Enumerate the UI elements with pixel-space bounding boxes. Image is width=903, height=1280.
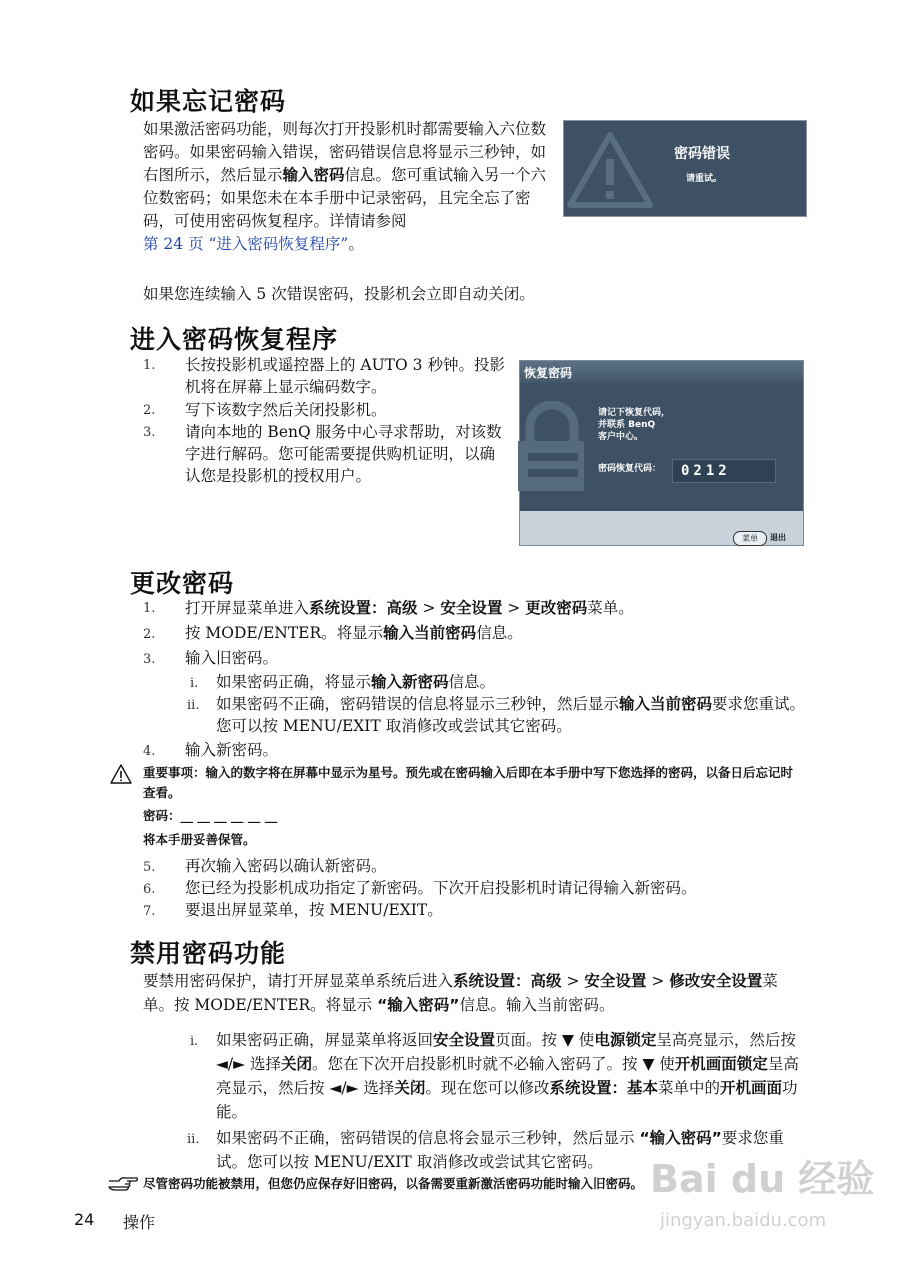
password-error-screen bbox=[563, 120, 807, 217]
change-sub-ii-num: ii. bbox=[187, 698, 200, 713]
pointing-hand-icon bbox=[107, 1175, 139, 1193]
section-title-forgot-password: 如果忘记密码 bbox=[130, 87, 287, 116]
forgot-text-1: 如果激活密码功能，则每次打开投影机时都需要输入六位数密码。如果密码输入错误，密码错误信息将显示三秒钟，如右图所示，然后显示 bbox=[143, 120, 547, 184]
disable-bold-4: “输入密码” bbox=[377, 996, 460, 1014]
change-step-7-num: 7. bbox=[143, 904, 156, 919]
change-step-2-num: 2. bbox=[143, 627, 156, 642]
change-step-2-bold: 输入当前密码 bbox=[383, 624, 477, 642]
password-record-line: 密码：__ __ __ __ __ __ bbox=[143, 808, 278, 823]
link-period: 。 bbox=[348, 235, 364, 253]
change-sub-i-text-a: 如果密码正确，将显示 bbox=[216, 673, 372, 691]
disable-i-k: 。现在您可以修改 bbox=[425, 1079, 550, 1097]
disable-ii-a: 如果密码不正确，密码错误的信息将会显示三秒钟，然后显示 bbox=[216, 1129, 640, 1147]
disable-sub-i bbox=[216, 1028, 814, 1124]
forgot-text-bold: 输入密码 bbox=[282, 166, 345, 184]
disable-bold-2: 安全设置 bbox=[584, 972, 647, 990]
disable-sub-ii-num: ii. bbox=[187, 1132, 200, 1147]
page-number: 24 bbox=[74, 1210, 95, 1229]
recovery-step-3-num: 3. bbox=[143, 425, 156, 440]
disable-i-a: 如果密码正确，屏显菜单将返回 bbox=[216, 1031, 434, 1049]
disable-i-o: 功能。 bbox=[216, 1079, 798, 1121]
change-sub-ii bbox=[216, 693, 811, 737]
forgot-lockout-note: 如果您连续输入 5 次错误密码，投影机会立即自动关闭。 bbox=[143, 285, 535, 303]
change-step-7: 要退出屏显菜单，按 MENU/EXIT。 bbox=[185, 901, 443, 919]
watermark-url: jingyan.baidu.com bbox=[660, 1210, 827, 1231]
change-step-1 bbox=[185, 597, 805, 619]
recover-msg-line-2: 并联系 BenQ bbox=[598, 420, 656, 430]
disable-i-h: 开机画面锁定 bbox=[674, 1055, 768, 1073]
change-step-5-num: 5. bbox=[143, 860, 156, 875]
change-step-2-text-a: 按 MODE/ENTER。将显示 bbox=[185, 624, 384, 642]
exit-label: 退出 bbox=[770, 533, 786, 542]
forgot-paragraph bbox=[143, 118, 548, 256]
disable-text-g: 菜单。按 MODE/ENTER。将显示 bbox=[143, 972, 778, 1014]
change-step-1-sep-2: > bbox=[502, 599, 526, 617]
change-sub-ii-text-end: 要求您重试。您可以按 MENU/EXIT 取消修改或尝试其它密码。 bbox=[216, 695, 806, 735]
recovery-step-2-num: 2. bbox=[143, 403, 156, 418]
change-step-3: 输入旧密码。 bbox=[185, 649, 279, 667]
change-step-1-num: 1. bbox=[143, 601, 156, 616]
recovery-step-2: 写下该数字然后关闭投影机。 bbox=[185, 401, 387, 419]
change-sub-ii-text-a: 如果密码不正确，密码错误的信息将显示三秒钟，然后显示 bbox=[216, 695, 620, 713]
disable-sub-i-num: i. bbox=[190, 1034, 199, 1049]
disable-sep-1: > bbox=[561, 972, 585, 990]
recovery-step-3: 请向本地的 BenQ 服务中心寻求帮助，对该数字进行解码。您可能需要提供购机证明，以确认您是投影机的授权用户。 bbox=[185, 423, 502, 485]
recovery-code-label: 密码恢复代码： bbox=[598, 464, 662, 474]
change-step-2 bbox=[185, 622, 805, 644]
password-error-retry: 请重试。 bbox=[686, 174, 723, 184]
disable-i-f: 关闭 bbox=[281, 1055, 313, 1073]
disable-i-c: 页面。按 ▼ 使 bbox=[495, 1031, 595, 1049]
disable-text-end: 信息。输入当前密码。 bbox=[459, 996, 615, 1014]
recover-password-title: 恢复密码 bbox=[524, 366, 573, 380]
recover-password-screen bbox=[519, 360, 804, 546]
disable-i-d: 电源锁定 bbox=[594, 1031, 657, 1049]
change-step-6-num: 6. bbox=[143, 882, 156, 897]
recovery-page-link[interactable]: 第 24 页 “进入密码恢复程序” bbox=[143, 235, 349, 253]
change-step-2-text-end: 信息。 bbox=[476, 624, 523, 642]
change-step-3-num: 3. bbox=[143, 652, 156, 667]
change-step-6: 您已经为投影机成功指定了新密码。下次开启投影机时请记得输入新密码。 bbox=[185, 879, 697, 897]
change-step-1-bold-2: 安全设置 bbox=[440, 599, 503, 617]
section-title-disable-password: 禁用密码功能 bbox=[130, 939, 287, 968]
disable-sep-2: > bbox=[646, 972, 670, 990]
change-step-1-text-end: 菜单。 bbox=[587, 599, 634, 617]
disable-tip: 尽管密码功能被禁用，但您仍应保存好旧密码，以备需要重新激活密码功能时输入旧密码。 bbox=[143, 1176, 644, 1191]
warning-triangle-icon bbox=[566, 129, 654, 211]
password-error-title: 密码错误 bbox=[674, 146, 730, 162]
change-sub-i-num: i. bbox=[190, 676, 199, 691]
disable-i-b: 安全设置 bbox=[433, 1031, 496, 1049]
disable-ii-c: 要求您重试。您可以按 MENU/EXIT 取消修改或尝试其它密码。 bbox=[216, 1129, 784, 1171]
change-step-1-text-a: 打开屏显菜单进入 bbox=[185, 599, 310, 617]
disable-bold-1: 系统设置：高级 bbox=[453, 972, 562, 990]
change-step-1-sep-1: > bbox=[417, 599, 441, 617]
change-sub-i-bold: 输入新密码 bbox=[371, 673, 449, 691]
page-section-label: 操作 bbox=[123, 1213, 156, 1232]
recovery-step-1: 长按投影机或遥控器上的 AUTO 3 秒钟。投影机将在屏幕上显示编码数字。 bbox=[185, 356, 505, 396]
important-note: 重要事项：输入的数字将在屏幕中显示为星号。预先或在密码输入后即在本手册中写下您选择的密码，以备日后忘记时查看。 bbox=[143, 765, 794, 800]
recovery-code-value: 0212 bbox=[672, 459, 776, 483]
disable-i-i: 呈高亮显示，然后按 ◄/► 选择 bbox=[216, 1055, 799, 1097]
disable-text-a: 要禁用密码保护，请打开屏显菜单系统后进入 bbox=[143, 972, 454, 990]
change-step-4: 输入新密码。 bbox=[185, 741, 279, 759]
warning-icon bbox=[110, 764, 132, 784]
forgot-text-2: 信息。您可重试输入另一个六位数密码；如果您未在本手册中记录密码，且完全忘了密码，可使用密码恢复程序。详情请参阅 bbox=[143, 166, 547, 230]
section-title-recovery: 进入密码恢复程序 bbox=[130, 325, 339, 354]
disable-i-n: 开机画面 bbox=[719, 1079, 782, 1097]
disable-paragraph bbox=[143, 969, 808, 1017]
change-sub-ii-bold: 输入当前密码 bbox=[619, 695, 713, 713]
recovery-step-1-num: 1. bbox=[143, 358, 156, 373]
disable-i-j: 关闭 bbox=[394, 1079, 426, 1097]
change-step-1-bold-1: 系统设置：高级 bbox=[309, 599, 418, 617]
watermark-brand: Bai du 经验 bbox=[650, 1157, 875, 1201]
disable-i-g: 。您在下次开启投影机时就不必输入密码了。按 ▼ 使 bbox=[312, 1055, 675, 1073]
change-step-5: 再次输入密码以确认新密码。 bbox=[185, 857, 387, 875]
recover-msg-line-1: 请记下恢复代码， bbox=[598, 408, 671, 418]
disable-i-m: 菜单中的 bbox=[657, 1079, 720, 1097]
change-sub-i-text-end: 信息。 bbox=[448, 673, 496, 691]
change-step-1-bold-3: 更改密码 bbox=[525, 599, 588, 617]
disable-ii-b: “输入密码” bbox=[639, 1129, 722, 1147]
disable-bold-3: 修改安全设置 bbox=[669, 972, 763, 990]
keep-manual-note: 将本手册妥善保管。 bbox=[143, 832, 256, 847]
disable-i-l: 系统设置：基本 bbox=[549, 1079, 658, 1097]
recover-msg-line-3: 客户中心。 bbox=[598, 432, 644, 442]
menu-button[interactable]: 菜单 bbox=[733, 531, 767, 546]
change-sub-i bbox=[216, 671, 806, 693]
change-step-4-num: 4. bbox=[143, 744, 156, 759]
section-title-change-password: 更改密码 bbox=[130, 569, 235, 598]
disable-i-e: 呈高亮显示，然后按 ◄/► 选择 bbox=[216, 1031, 796, 1073]
padlock-icon bbox=[518, 401, 588, 496]
